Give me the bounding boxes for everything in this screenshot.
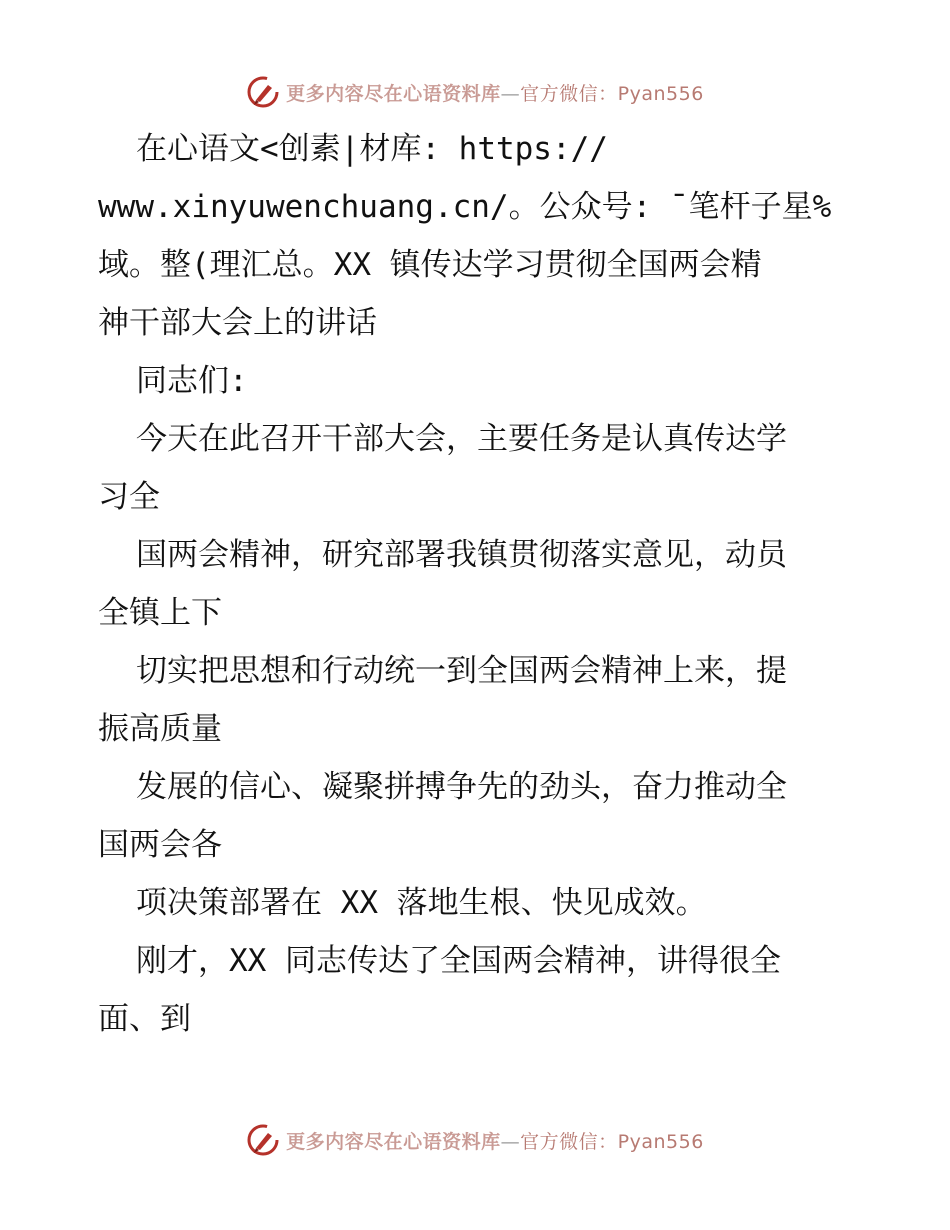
- body-line: 全镇上下: [98, 595, 222, 631]
- footer-banner: [0, 1120, 950, 1160]
- header-text: 更多内容尽在心语资料库—官方微信：Pyan556: [286, 82, 704, 105]
- body-line: 振高质量: [98, 711, 222, 747]
- pen-logo-icon: [246, 75, 280, 109]
- body-line: 域。整(理汇总。XX 镇传达学习贯彻全国两会精: [98, 247, 762, 283]
- body-line: 习全: [98, 479, 160, 515]
- body-line: 今天在此召开干部大会，主要任务是认真传达学: [136, 421, 787, 457]
- body-line: 切实把思想和行动统一到全国两会精神上来，提: [136, 653, 787, 689]
- pen-logo-icon: [246, 1123, 280, 1157]
- body-line: 刚才，XX 同志传达了全国两会精神，讲得很全: [136, 943, 781, 979]
- body-line: 同志们:: [136, 363, 248, 399]
- body-line: 国两会各: [98, 827, 222, 863]
- document-body: [98, 120, 858, 1048]
- footer-text: 更多内容尽在心语资料库—官方微信：Pyan556: [286, 1130, 704, 1153]
- header-banner: [0, 72, 950, 112]
- body-line: www.xinyuwenchuang.cn/。公众号: ¯笔杆子星%: [98, 189, 832, 225]
- body-line: 在心语文<创素|材库: https://: [136, 131, 608, 167]
- body-line: 项决策部署在 XX 落地生根、快见成效。: [136, 885, 707, 921]
- body-line: 面、到: [98, 1001, 191, 1037]
- body-line: 国两会精神，研究部署我镇贯彻落实意见，动员: [136, 537, 787, 573]
- body-line: 神干部大会上的讲话: [98, 305, 377, 341]
- body-line: 发展的信心、凝聚拼搏争先的劲头，奋力推动全: [136, 769, 787, 805]
